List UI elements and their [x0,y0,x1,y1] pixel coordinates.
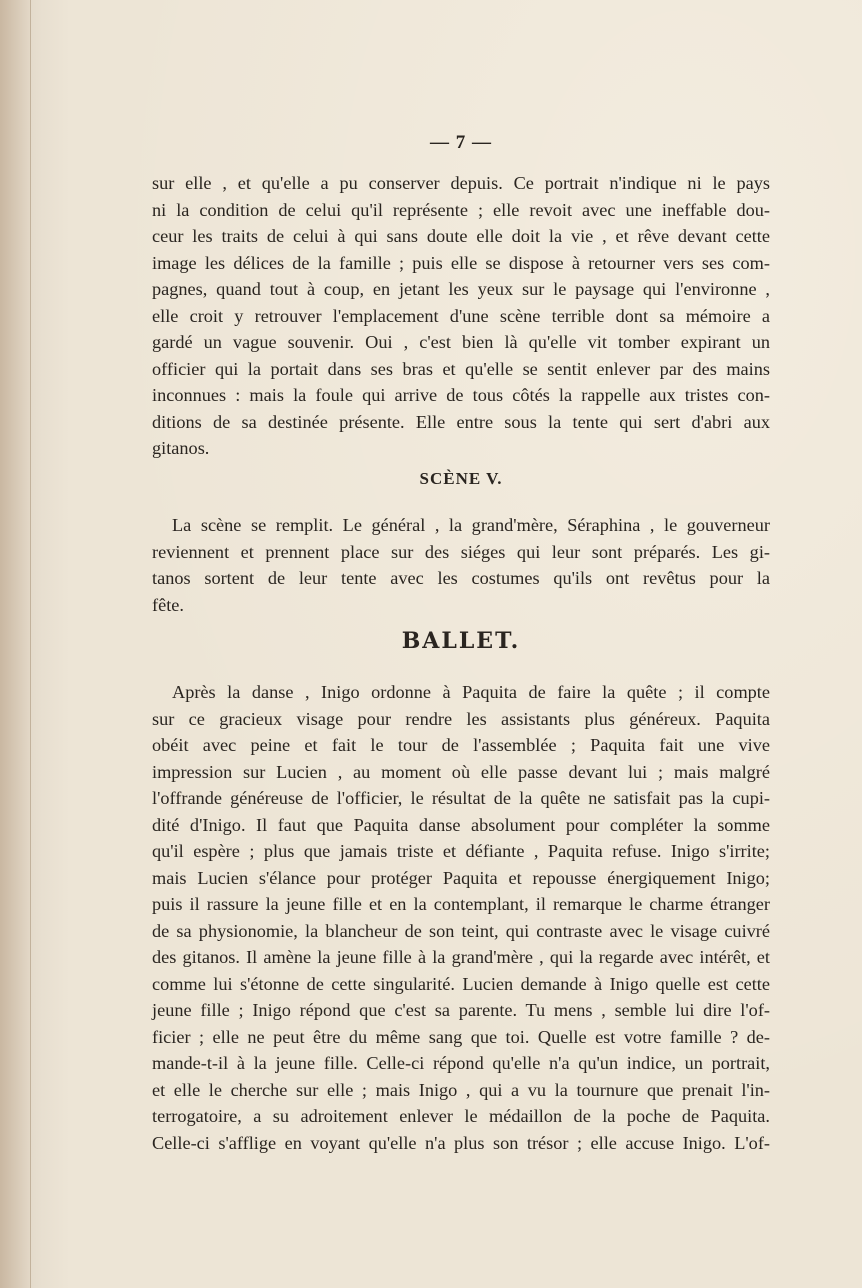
paragraph-1 [152,170,770,462]
text-line: des gitanos. Il amène la jeune fille à la grand'mère , qui la regarde avec intérêt, et [152,947,770,967]
text-line: image les délices de la famille ; puis elle se dispose à retourner vers ses com- [152,252,770,273]
text-line: gardé un vague souvenir. Oui , c'est bien là qu'elle vit tomber expirant un [152,332,770,352]
paragraph-3 [152,679,770,1156]
text-line: et elle le cherche sur elle ; mais Inigo , qui a vu la tournure que prenait l'in- [152,1079,770,1100]
text-line: reviennent et prennent place sur des siéges qui leur sont préparés. Les gi- [152,541,770,562]
text-line: mande-t-il à la jeune fille. Celle-ci répond qu'elle n'a qu'un indice, un portrait, [152,1053,770,1073]
text-line: comme lui s'étonne de cette singularité. Lucien demande à Inigo quelle est cette [152,973,770,994]
text-line: ceur les traits de celui à qui sans doute elle doit la vie , et rêve devant cette [152,226,770,246]
text-line: Après la danse , Inigo ordonne à Paquita de faire la quête ; il compte [172,682,770,702]
text-line: qu'il espère ; plus que jamais triste et défiante , Paquita refuse. Inigo s'irrite; [152,841,770,861]
text-line: ni la condition de celui qu'il représente ; elle revoit avec une ineffable dou- [152,199,770,220]
text-line: sur ce gracieux visage pour rendre les assistants plus généreux. Paquita [152,708,770,729]
text-line: pagnes, quand tout à coup, en jetant les yeux sur le paysage qui l'environne , [152,279,770,299]
text-line: l'offrande généreuse de l'officier, le résultat de la quête ne satisfait pas la cupi- [152,788,770,808]
text-line: mais Lucien s'élance pour protéger Paquita et repousse énergiquement Inigo; [152,867,770,888]
text-line: officier qui la portait dans ses bras et qu'elle se sentit enlever par des mains [152,358,770,379]
text-line: dité d'Inigo. Il faut que Paquita danse absolument pour compléter la somme [152,814,770,835]
text-line: fête. [152,594,184,615]
text-line: ditions de sa destinée présente. Elle entre sous la tente qui sert d'abri aux [152,411,770,432]
text-line: inconnues : mais la foule qui arrive de tous côtés la rappelle aux tristes con- [152,385,770,405]
text-line: ficier ; elle ne peut être du même sang que toi. Quelle est votre famille ? de- [152,1026,770,1047]
text-line: Celle-ci s'afflige en voyant qu'elle n'a plus son trésor ; elle accuse Inigo. L'of- [152,1132,770,1153]
scene-heading: SCÈNE V. [419,469,503,488]
text-line: impression sur Lucien , au moment où elle passe devant lui ; mais malgré [152,761,770,782]
text-line: tanos sortent de leur tente avec les costumes qu'ils ont revêtus pour la [152,568,770,588]
page-gutter [0,0,31,1288]
page-number: — 7 — [430,132,492,153]
text-line: sur elle , et qu'elle a pu conserver depuis. Ce portrait n'indique ni le pays [152,173,770,193]
text-line: jeune fille ; Inigo répond que c'est sa parente. Tu mens , semble lui dire l'of- [152,1000,770,1020]
text-line: elle croit y retrouver l'emplacement d'une scène terrible dont sa mémoire a [152,305,770,326]
text-line: de sa physionomie, la blancheur de son teint, qui contraste avec le visage cuivré [152,920,770,941]
text-line: obéit avec peine et fait le tour de l'assemblée ; Paquita fait une vive [152,735,770,755]
paragraph-2 [152,512,770,618]
text-line: puis il rassure la jeune fille et en la contemplant, il remarque le charme étranger [152,894,770,914]
text-line: terrogatoire, a su adroitement enlever le médaillon de la poche de Paquita. [152,1106,770,1126]
text-line: gitanos. [152,438,210,458]
ballet-heading: BALLET. [401,628,521,654]
text-line: La scène se remplit. Le général , la grand'mère, Séraphina , le gouverneur [172,515,770,535]
